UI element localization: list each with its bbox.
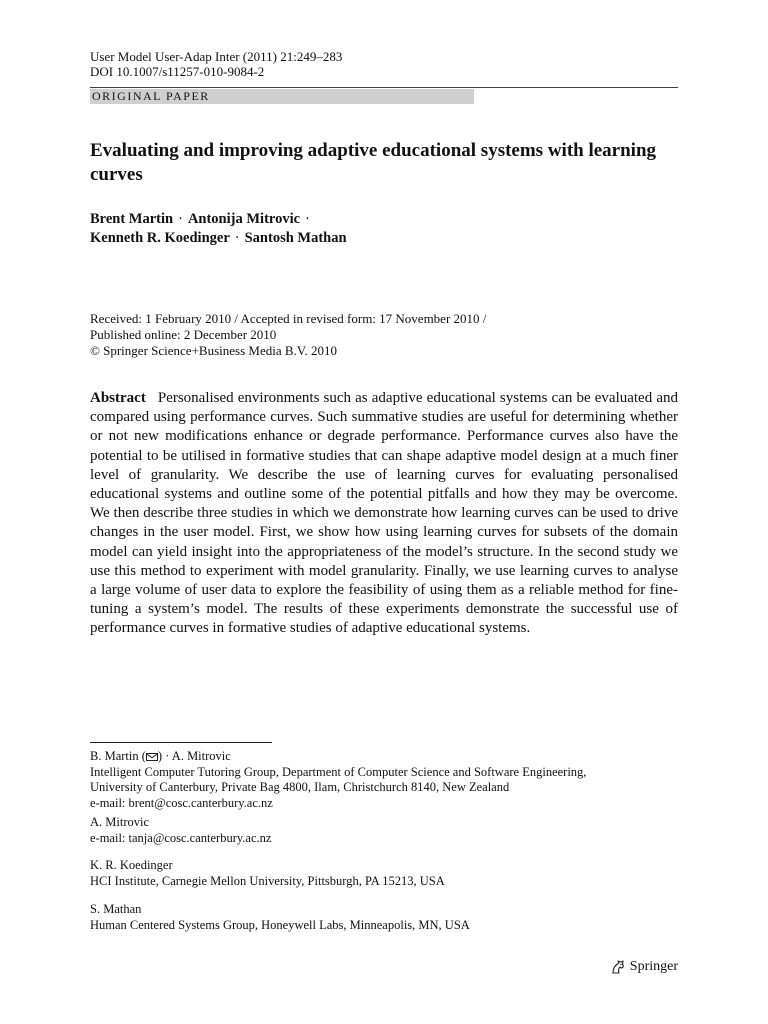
journal-citation: User Model User-Adap Inter (2011) 21:249–283 (90, 49, 343, 64)
affiliation-org: HCI Institute, Carnegie Mellon University, Pittsburgh, PA 15213, USA (90, 873, 445, 888)
affiliation-email: e-mail: brent@cosc.canterbury.ac.nz (90, 795, 273, 810)
publisher-logo (610, 958, 678, 976)
affiliation-org: Human Centered Systems Group, Honeywell Labs, Minneapolis, MN, USA (90, 917, 470, 932)
received-date: Received: 1 February 2010 / Accepted in revised form: 17 November 2010 / (90, 311, 487, 326)
paper-page (90, 0, 678, 1024)
affiliation-org: Intelligent Computer Tutoring Group, Department of Computer Science and Software Engineering, (90, 764, 587, 779)
affiliation-name: B. Martin ( ) · A. Mitrovic (90, 749, 231, 763)
paper-title: Evaluating and improving adaptive educational systems with learning curves (90, 140, 657, 185)
header-rule (90, 87, 678, 88)
publisher-name: Springer (629, 959, 678, 974)
author-name: Kenneth R. Koedinger (90, 230, 230, 246)
affiliation-mathan (90, 902, 470, 933)
author-name: Antonija Mitrovic (187, 211, 301, 227)
author-name: Santosh Mathan (244, 230, 347, 246)
author-line-1 (90, 210, 347, 229)
author-list (90, 210, 347, 248)
springer-horse-icon (610, 959, 626, 975)
affiliation-name: S. Mathan (90, 902, 142, 916)
affiliation-name: A. Mitrovic (90, 815, 150, 829)
published-date: Published online: 2 December 2010 (90, 327, 277, 342)
author-separator: · (305, 211, 310, 227)
footnote-rule (90, 742, 272, 743)
abstract-text: Personalised environments such as adaptive educational systems can be evaluated and compared using performance curves. Such summative studies are useful for determining whether or not new modifications enhance or degrade performance. Performance curves also have the potential to be utilised in formative studies that can shape adaptive model design at a much finer level of granularity. We describe the use of learning curves for evaluating personalised educational systems and outline some of the potential pitfalls and how they may be overcome. We then describe three studies in which we demonstrate how learning curves can be used to drive changes in the user model. First, we show how using learning curves for subsets of the domain model can yield insight into the appropriateness of the model’s structure. In the second study we use this method to experiment with model granularity. Finally, we use learning curves to analyse a large volume of user data to explore the feasibility of using them as a reliable method for fine-tuning a system’s model. The results of these experiments demonstrate the successful use of performance curves in formative studies of adaptive educational systems. (90, 390, 678, 637)
article-type-band: ORIGINAL PAPER (90, 89, 474, 104)
copyright: © Springer Science+Business Media B.V. 2010 (90, 343, 337, 358)
affiliation-email: e-mail: tanja@cosc.canterbury.ac.nz (90, 830, 272, 845)
affiliation-koedinger (90, 858, 445, 889)
author-separator: · (178, 211, 183, 227)
envelope-icon (146, 753, 158, 761)
author-line-2 (90, 229, 347, 248)
author-name: Brent Martin (90, 211, 174, 227)
affiliation-martin (90, 749, 586, 811)
abstract-label: Abstract (90, 390, 146, 406)
journal-header (90, 49, 342, 79)
affiliation-mitrovic (90, 815, 271, 846)
affiliation-name: K. R. Koedinger (90, 858, 173, 872)
affiliation-address: University of Canterbury, Private Bag 4800, Ilam, Christchurch 8140, New Zealand (90, 780, 510, 794)
abstract (90, 389, 678, 639)
author-separator: · (234, 230, 240, 246)
publication-dates (90, 311, 486, 359)
doi: DOI 10.1007/s11257-010-9084-2 (90, 64, 265, 79)
